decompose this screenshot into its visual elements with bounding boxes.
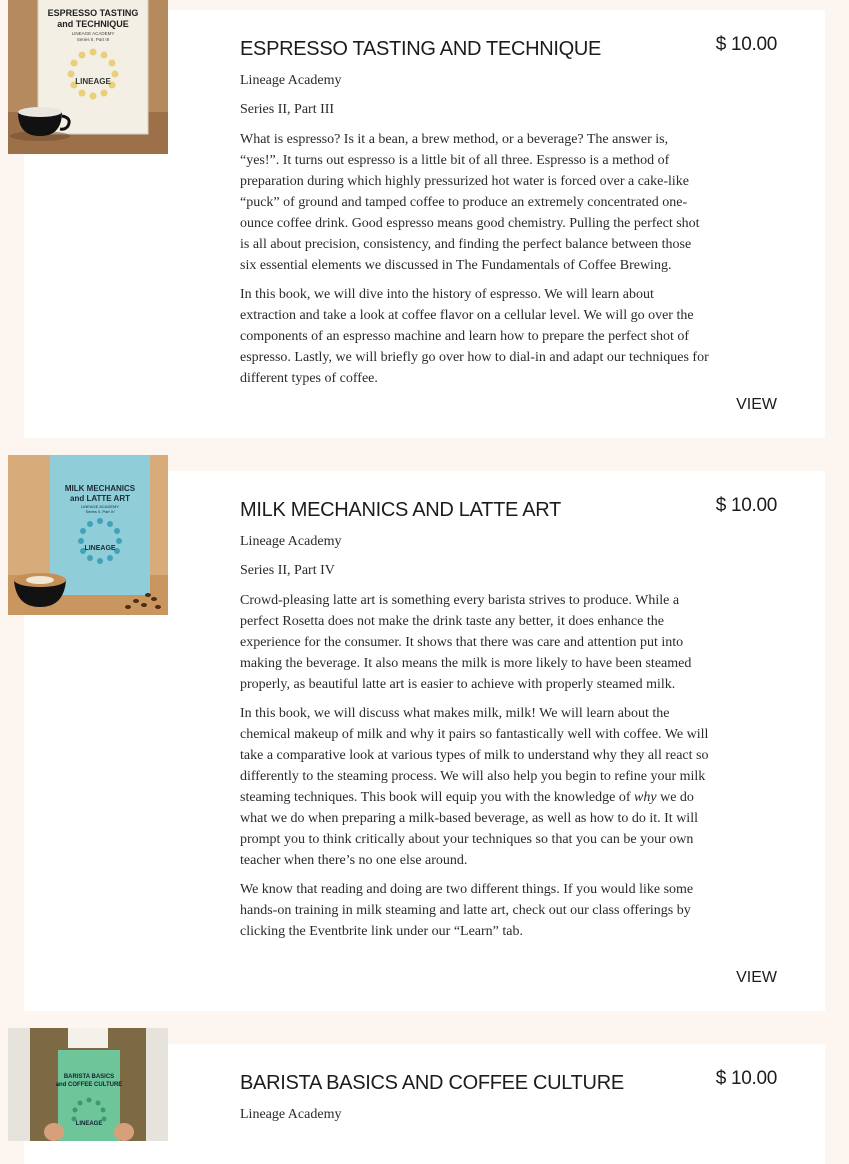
book-title-line: and TECHNIQUE xyxy=(57,19,129,29)
product-price: $ 10.00 xyxy=(715,34,777,55)
product-image[interactable] xyxy=(8,1028,168,1141)
product-publisher: Lineage Academy xyxy=(240,534,342,549)
description-paragraph xyxy=(240,703,710,871)
description-paragraph: In this book, we will dive into the history of espresso. We will learn about extraction and take a look at coffee flavor on a cellular level. We will go over the components of an espresso machine and learn how to prepare the perfect shot of espresso. Lastly, we will briefly go over how to dial-in and adapt our techniques for different types of coffee. xyxy=(240,287,709,386)
book-brand: LINEAGE xyxy=(84,545,116,552)
book-series: Series II, Part IV xyxy=(85,509,115,514)
book-title-line: MILK MECHANICS xyxy=(64,484,136,493)
book-brand: LINEAGE xyxy=(75,1121,103,1127)
product-title[interactable]: BARISTA BASICS AND COFFEE CULTURE xyxy=(240,1072,624,1094)
description-paragraph: We know that reading and doing are two different things. If you would like some hands-on training in milk steaming and latte art, check out our class offerings by clicking the Eventbrite link under our “Learn” tab. xyxy=(240,882,694,939)
product-description xyxy=(240,129,710,397)
product-title[interactable]: MILK MECHANICS AND LATTE ART xyxy=(240,499,561,521)
product-image[interactable] xyxy=(8,455,168,615)
book-series: Series II, Part III xyxy=(76,37,110,42)
book-title-line: BARISTA BASICS xyxy=(63,1074,115,1080)
book-title-line: and COFFEE CULTURE xyxy=(55,1082,123,1088)
book-brand: LINEAGE xyxy=(75,77,111,86)
book-title-line: and LATTE ART xyxy=(70,494,130,503)
description-text: In this book, we will discuss what makes milk, milk! We will learn about the chemical makeup of milk and why it pairs so fantastically well with coffee. We will take a comparative look at various types of milk to understand why they all react so differently to the steaming process. We will also help you begin to refine your milk steaming techniques. This book will equip you with the knowledge of xyxy=(240,706,709,805)
description-paragraph: Crowd-pleasing latte art is something every barista strives to produce. While a perfect Rosetta does not make the drink taste any better, it does enhance the experience for the consumer. It shows that there was care and attention put into making the beverage. It also means the milk is more likely to have been steamed properly, as beautiful latte art is easier to achieve with properly steamed milk. xyxy=(240,593,692,692)
product-title[interactable]: ESPRESSO TASTING AND TECHNIQUE xyxy=(240,38,602,60)
product-price: $ 10.00 xyxy=(715,1068,777,1089)
description-paragraph: What is espresso? Is it a bean, a brew method, or a beverage? The answer is, “yes!”. It turns out espresso is a little bit of all three. Espresso is a method of preparation during which highly pressurized hot water is forced over a cake-like “puck” of ground and tamped coffee to produce an extremely concentrated one-ounce coffee drink. Good espresso means good chemistry. Pulling the perfect shot is all about precision, consistency, and finding the perfect balance between those six essential elements we discussed in The Fundamentals of Coffee Brewing. xyxy=(240,132,700,273)
book-title-line: ESPRESSO TASTING xyxy=(47,8,139,18)
product-image[interactable] xyxy=(8,0,168,154)
product-description xyxy=(240,590,710,950)
book-subtitle: LINEAGE ACADEMY xyxy=(80,504,120,509)
emphasis-text: why xyxy=(634,790,657,805)
product-series: Series II, Part III xyxy=(240,102,335,117)
view-button[interactable]: VIEW xyxy=(736,396,777,413)
product-series: Series II, Part IV xyxy=(240,563,335,578)
product-price: $ 10.00 xyxy=(715,495,777,516)
product-publisher: Lineage Academy xyxy=(240,73,342,88)
book-subtitle: LINEAGE ACADEMY xyxy=(71,31,115,36)
product-publisher: Lineage Academy xyxy=(240,1107,342,1122)
view-button[interactable]: VIEW xyxy=(736,969,777,986)
description-text: we do what we do when preparing a milk-based beverage, as well as how to do it. It will prompt you to think critically about your techniques so that you can be your own teacher when there’s no one else around. xyxy=(240,790,698,868)
